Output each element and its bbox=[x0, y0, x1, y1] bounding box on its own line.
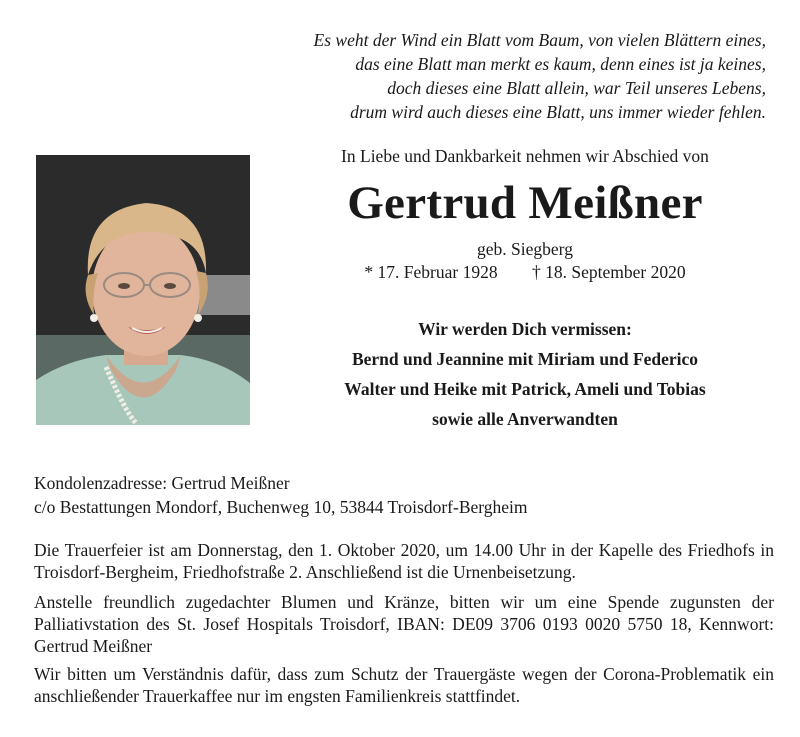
poem-line: drum wird auch dieses eine Blatt, uns immer wieder fehlen. bbox=[350, 102, 766, 122]
mourners-line: Walter und Heike mit Patrick, Ameli und Tobias bbox=[344, 379, 706, 399]
deceased-name: Gertrud Meißner bbox=[347, 177, 703, 229]
farewell-intro: In Liebe und Dankbarkeit nehmen wir Abschied von bbox=[341, 146, 709, 166]
poem-line: Es weht der Wind ein Blatt vom Baum, von vielen Blättern eines, bbox=[313, 30, 766, 50]
death-date: † 18. September 2020 bbox=[531, 262, 686, 282]
funeral-info-paragraph: Die Trauerfeier ist am Donnerstag, den 1. Oktober 2020, um 14.00 Uhr in der Kapelle des Friedhofs in Troisdorf-Bergheim, Friedhofstraße 2. Anschließend ist die Urnenbeisetzung. bbox=[34, 540, 774, 582]
poem-line: doch dieses eine Blatt allein, war Teil unseres Lebens, bbox=[387, 78, 766, 98]
life-dates bbox=[290, 262, 760, 283]
corona-notice-paragraph: Wir bitten um Verständnis dafür, dass zum Schutz der Trauergäste wegen der Corona-Problematik ein anschließender Trauerkaffee nur im engsten Familienkreis stattfindet. bbox=[34, 664, 774, 706]
address-line: Kondolenzadresse: Gertrud Meißner bbox=[34, 473, 290, 493]
donation-paragraph: Anstelle freundlich zugedachter Blumen und Kränze, bitten wir um eine Spende zugunsten der Palliativstation des St. Josef Hospitals Troisdorf, IBAN: DE09 3706 0193 0020 5750 18, Kennwort: Gertrud Meißner bbox=[34, 592, 774, 656]
address-line: c/o Bestattungen Mondorf, Buchenweg 10, 53844 Troisdorf-Bergheim bbox=[34, 497, 528, 517]
poem bbox=[66, 28, 766, 124]
portrait-photo bbox=[36, 155, 250, 425]
mourners-line: sowie alle Anverwandten bbox=[432, 409, 618, 429]
condolence-address bbox=[34, 471, 774, 519]
birth-name: geb. Siegberg bbox=[477, 239, 573, 259]
mourners-line: Bernd und Jeannine mit Miriam und Federico bbox=[351, 349, 699, 369]
mourners-block bbox=[270, 314, 780, 434]
portrait-image bbox=[36, 155, 250, 425]
mourners-heading: Wir werden Dich vermissen: bbox=[418, 319, 632, 339]
birth-date: * 17. Februar 1928 bbox=[364, 262, 498, 282]
poem-line: das eine Blatt man merkt es kaum, denn eines ist ja keines, bbox=[355, 54, 766, 74]
